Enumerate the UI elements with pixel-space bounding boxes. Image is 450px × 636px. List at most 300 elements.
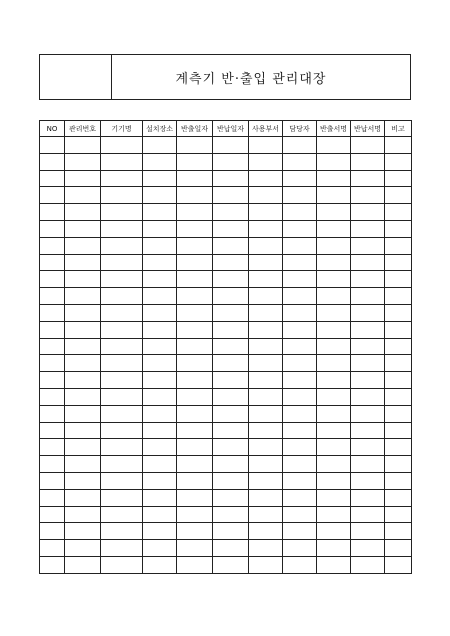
table-cell[interactable] [177, 506, 213, 523]
table-cell[interactable] [351, 439, 385, 456]
table-cell[interactable] [385, 170, 412, 187]
table-cell[interactable] [101, 523, 143, 540]
table-cell[interactable] [177, 304, 213, 321]
table-cell[interactable] [351, 456, 385, 473]
table-cell[interactable] [143, 170, 177, 187]
table-cell[interactable] [317, 187, 351, 204]
table-cell[interactable] [283, 204, 317, 221]
table-cell[interactable] [40, 204, 65, 221]
table-cell[interactable] [213, 220, 249, 237]
table-cell[interactable] [385, 137, 412, 154]
table-cell[interactable] [40, 556, 65, 573]
table-cell[interactable] [40, 137, 65, 154]
table-cell[interactable] [385, 489, 412, 506]
table-cell[interactable] [351, 304, 385, 321]
table-cell[interactable] [317, 456, 351, 473]
table-cell[interactable] [249, 254, 283, 271]
table-cell[interactable] [101, 489, 143, 506]
table-cell[interactable] [351, 220, 385, 237]
table-cell[interactable] [317, 153, 351, 170]
table-cell[interactable] [317, 237, 351, 254]
table-cell[interactable] [351, 372, 385, 389]
table-cell[interactable] [385, 237, 412, 254]
table-cell[interactable] [351, 523, 385, 540]
table-cell[interactable] [283, 523, 317, 540]
table-cell[interactable] [143, 153, 177, 170]
table-cell[interactable] [283, 338, 317, 355]
table-cell[interactable] [143, 405, 177, 422]
table-cell[interactable] [385, 506, 412, 523]
table-cell[interactable] [317, 204, 351, 221]
table-cell[interactable] [351, 187, 385, 204]
table-row [40, 254, 412, 271]
table-cell[interactable] [65, 355, 101, 372]
table-cell[interactable] [249, 489, 283, 506]
table-cell[interactable] [40, 372, 65, 389]
table-cell[interactable] [177, 170, 213, 187]
table-cell[interactable] [283, 540, 317, 557]
table-cell[interactable] [317, 271, 351, 288]
table-cell[interactable] [317, 422, 351, 439]
col-header-no: NO [40, 121, 65, 137]
table-cell[interactable] [177, 405, 213, 422]
table-cell[interactable] [65, 304, 101, 321]
table-cell[interactable] [101, 372, 143, 389]
table-cell[interactable] [351, 338, 385, 355]
table-cell[interactable] [65, 388, 101, 405]
table-cell[interactable] [177, 338, 213, 355]
table-cell[interactable] [249, 506, 283, 523]
table-cell[interactable] [177, 137, 213, 154]
table-cell[interactable] [385, 372, 412, 389]
table-cell[interactable] [283, 489, 317, 506]
table-cell[interactable] [351, 355, 385, 372]
table-cell[interactable] [351, 422, 385, 439]
table-cell[interactable] [213, 506, 249, 523]
table-row [40, 271, 412, 288]
table-cell[interactable] [143, 204, 177, 221]
table-cell[interactable] [65, 137, 101, 154]
table-cell[interactable] [317, 321, 351, 338]
table-cell[interactable] [213, 523, 249, 540]
table-cell[interactable] [213, 355, 249, 372]
table-cell[interactable] [249, 556, 283, 573]
table-cell[interactable] [177, 204, 213, 221]
table-cell[interactable] [40, 288, 65, 305]
table-cell[interactable] [40, 338, 65, 355]
table-cell[interactable] [65, 254, 101, 271]
col-header-management-number: 관리번호 [65, 121, 101, 137]
table-cell[interactable] [177, 540, 213, 557]
table-cell[interactable] [177, 237, 213, 254]
table-cell[interactable] [283, 137, 317, 154]
table-cell[interactable] [101, 472, 143, 489]
table-cell[interactable] [351, 506, 385, 523]
table-cell[interactable] [283, 506, 317, 523]
table-cell[interactable] [65, 506, 101, 523]
table-cell[interactable] [317, 388, 351, 405]
table-cell[interactable] [213, 271, 249, 288]
table-cell[interactable] [40, 489, 65, 506]
table-cell[interactable] [101, 355, 143, 372]
table-cell[interactable] [283, 153, 317, 170]
table-cell[interactable] [213, 472, 249, 489]
table-cell[interactable] [65, 372, 101, 389]
table-cell[interactable] [213, 456, 249, 473]
table-cell[interactable] [351, 137, 385, 154]
table-cell[interactable] [65, 489, 101, 506]
table-cell[interactable] [351, 388, 385, 405]
table-cell[interactable] [101, 237, 143, 254]
table-cell[interactable] [213, 204, 249, 221]
table-cell[interactable] [385, 254, 412, 271]
table-cell[interactable] [143, 237, 177, 254]
table-cell[interactable] [40, 170, 65, 187]
table-cell[interactable] [177, 472, 213, 489]
table-cell[interactable] [213, 170, 249, 187]
table-cell[interactable] [65, 472, 101, 489]
table-cell[interactable] [65, 288, 101, 305]
table-cell[interactable] [177, 355, 213, 372]
table-cell[interactable] [101, 338, 143, 355]
table-cell[interactable] [351, 472, 385, 489]
table-cell[interactable] [177, 388, 213, 405]
table-cell[interactable] [283, 456, 317, 473]
table-cell[interactable] [283, 388, 317, 405]
table-cell[interactable] [385, 304, 412, 321]
table-cell[interactable] [249, 321, 283, 338]
table-cell[interactable] [65, 271, 101, 288]
table-cell[interactable] [283, 321, 317, 338]
table-cell[interactable] [143, 556, 177, 573]
table-cell[interactable] [40, 153, 65, 170]
table-cell[interactable] [385, 388, 412, 405]
table-cell[interactable] [40, 439, 65, 456]
table-cell[interactable] [177, 288, 213, 305]
table-cell[interactable] [213, 321, 249, 338]
table-cell[interactable] [65, 237, 101, 254]
table-cell[interactable] [283, 372, 317, 389]
table-cell[interactable] [143, 523, 177, 540]
table-cell[interactable] [143, 338, 177, 355]
table-cell[interactable] [283, 271, 317, 288]
table-cell[interactable] [385, 472, 412, 489]
table-cell[interactable] [385, 405, 412, 422]
table-cell[interactable] [249, 288, 283, 305]
table-cell[interactable] [351, 170, 385, 187]
table-cell[interactable] [317, 304, 351, 321]
table-cell[interactable] [65, 153, 101, 170]
table-cell[interactable] [65, 405, 101, 422]
table-cell[interactable] [283, 288, 317, 305]
table-cell[interactable] [177, 254, 213, 271]
table-cell[interactable] [249, 237, 283, 254]
table-row [40, 405, 412, 422]
table-cell[interactable] [65, 321, 101, 338]
table-cell[interactable] [249, 204, 283, 221]
table-cell[interactable] [65, 456, 101, 473]
table-cell[interactable] [101, 170, 143, 187]
table-cell[interactable] [213, 439, 249, 456]
table-cell[interactable] [143, 472, 177, 489]
table-cell[interactable] [40, 472, 65, 489]
table-cell[interactable] [40, 422, 65, 439]
table-cell[interactable] [385, 355, 412, 372]
col-header-return-date: 반납일자 [213, 121, 249, 137]
table-cell[interactable] [283, 237, 317, 254]
table-cell[interactable] [143, 372, 177, 389]
table-cell[interactable] [101, 288, 143, 305]
table-cell[interactable] [317, 506, 351, 523]
table-cell[interactable] [143, 187, 177, 204]
table-cell[interactable] [283, 187, 317, 204]
table-cell[interactable] [249, 422, 283, 439]
table-cell[interactable] [101, 556, 143, 573]
table-cell[interactable] [351, 153, 385, 170]
table-cell[interactable] [65, 540, 101, 557]
table-cell[interactable] [317, 220, 351, 237]
table-cell[interactable] [177, 153, 213, 170]
table-cell[interactable] [40, 355, 65, 372]
table-cell[interactable] [249, 472, 283, 489]
table-cell[interactable] [351, 405, 385, 422]
table-cell[interactable] [249, 338, 283, 355]
table-cell[interactable] [143, 439, 177, 456]
table-cell[interactable] [385, 523, 412, 540]
table-cell[interactable] [101, 271, 143, 288]
table-cell[interactable] [40, 321, 65, 338]
table-cell[interactable] [177, 439, 213, 456]
table-cell[interactable] [249, 388, 283, 405]
table-cell[interactable] [65, 187, 101, 204]
table-cell[interactable] [385, 288, 412, 305]
table-cell[interactable] [213, 489, 249, 506]
table-cell[interactable] [40, 388, 65, 405]
table-cell[interactable] [317, 170, 351, 187]
table-cell[interactable] [317, 254, 351, 271]
table-cell[interactable] [143, 388, 177, 405]
table-cell[interactable] [351, 237, 385, 254]
table-cell[interactable] [283, 254, 317, 271]
table-cell[interactable] [40, 405, 65, 422]
table-cell[interactable] [177, 456, 213, 473]
table-cell[interactable] [213, 388, 249, 405]
table-cell[interactable] [249, 153, 283, 170]
table-cell[interactable] [283, 304, 317, 321]
table-cell[interactable] [40, 220, 65, 237]
table-cell[interactable] [283, 422, 317, 439]
table-cell[interactable] [40, 254, 65, 271]
table-cell[interactable] [177, 271, 213, 288]
table-cell[interactable] [213, 372, 249, 389]
table-cell[interactable] [40, 506, 65, 523]
table-cell[interactable] [65, 523, 101, 540]
table-cell[interactable] [143, 271, 177, 288]
table-cell[interactable] [385, 187, 412, 204]
table-cell[interactable] [385, 556, 412, 573]
table-cell[interactable] [143, 355, 177, 372]
table-cell[interactable] [213, 304, 249, 321]
table-cell[interactable] [351, 321, 385, 338]
table-cell[interactable] [101, 254, 143, 271]
table-cell[interactable] [213, 237, 249, 254]
table-cell[interactable] [65, 439, 101, 456]
table-cell[interactable] [249, 137, 283, 154]
table-cell[interactable] [317, 489, 351, 506]
table-cell[interactable] [249, 304, 283, 321]
table-cell[interactable] [213, 254, 249, 271]
table-cell[interactable] [143, 304, 177, 321]
table-cell[interactable] [249, 439, 283, 456]
table-cell[interactable] [317, 439, 351, 456]
table-cell[interactable] [249, 170, 283, 187]
table-cell[interactable] [65, 204, 101, 221]
table-cell[interactable] [143, 137, 177, 154]
table-cell[interactable] [385, 220, 412, 237]
table-cell[interactable] [101, 304, 143, 321]
table-cell[interactable] [213, 556, 249, 573]
table-cell[interactable] [101, 388, 143, 405]
table-cell[interactable] [143, 456, 177, 473]
table-cell[interactable] [101, 220, 143, 237]
table-cell[interactable] [249, 372, 283, 389]
table-cell[interactable] [249, 271, 283, 288]
table-cell[interactable] [249, 456, 283, 473]
table-cell[interactable] [143, 540, 177, 557]
table-cell[interactable] [101, 137, 143, 154]
table-cell[interactable] [385, 271, 412, 288]
table-row [40, 388, 412, 405]
table-cell[interactable] [213, 540, 249, 557]
table-cell[interactable] [101, 422, 143, 439]
table-cell[interactable] [213, 288, 249, 305]
table-cell[interactable] [101, 153, 143, 170]
table-cell[interactable] [177, 523, 213, 540]
table-cell[interactable] [40, 271, 65, 288]
table-cell[interactable] [351, 556, 385, 573]
table-cell[interactable] [177, 187, 213, 204]
table-cell[interactable] [40, 237, 65, 254]
table-cell[interactable] [249, 355, 283, 372]
table-cell[interactable] [351, 204, 385, 221]
table-cell[interactable] [213, 422, 249, 439]
table-cell[interactable] [101, 405, 143, 422]
table-cell[interactable] [385, 153, 412, 170]
table-cell[interactable] [317, 540, 351, 557]
table-cell[interactable] [143, 254, 177, 271]
col-header-checkout-date: 반출일자 [177, 121, 213, 137]
table-cell[interactable] [249, 540, 283, 557]
table-cell[interactable] [317, 405, 351, 422]
table-cell[interactable] [283, 472, 317, 489]
table-cell[interactable] [249, 523, 283, 540]
table-cell[interactable] [351, 271, 385, 288]
table-cell[interactable] [249, 187, 283, 204]
table-cell[interactable] [65, 556, 101, 573]
table-cell[interactable] [101, 540, 143, 557]
table-cell[interactable] [317, 523, 351, 540]
table-cell[interactable] [40, 304, 65, 321]
table-cell[interactable] [351, 254, 385, 271]
table-cell[interactable] [249, 405, 283, 422]
table-cell[interactable] [65, 422, 101, 439]
table-cell[interactable] [40, 540, 65, 557]
table-cell[interactable] [385, 204, 412, 221]
table-cell[interactable] [101, 321, 143, 338]
table-cell[interactable] [65, 220, 101, 237]
table-cell[interactable] [317, 355, 351, 372]
table-cell[interactable] [351, 288, 385, 305]
table-cell[interactable] [177, 220, 213, 237]
table-cell[interactable] [385, 540, 412, 557]
table-cell[interactable] [317, 472, 351, 489]
table-cell[interactable] [317, 288, 351, 305]
table-cell[interactable] [40, 523, 65, 540]
col-header-person-in-charge: 담당자 [283, 121, 317, 137]
table-cell[interactable] [177, 556, 213, 573]
table-cell[interactable] [177, 321, 213, 338]
table-cell[interactable] [143, 288, 177, 305]
table-cell[interactable] [65, 338, 101, 355]
table-cell[interactable] [65, 170, 101, 187]
table-cell[interactable] [351, 540, 385, 557]
table-cell[interactable] [385, 338, 412, 355]
table-cell[interactable] [101, 439, 143, 456]
table-cell[interactable] [385, 422, 412, 439]
table-cell[interactable] [143, 489, 177, 506]
table-row [40, 472, 412, 489]
table-cell[interactable] [213, 405, 249, 422]
table-cell[interactable] [317, 338, 351, 355]
table-cell[interactable] [213, 153, 249, 170]
table-row [40, 321, 412, 338]
table-cell[interactable] [101, 187, 143, 204]
table-cell[interactable] [143, 220, 177, 237]
title-box [39, 54, 411, 100]
table-row [40, 523, 412, 540]
table-cell[interactable] [143, 321, 177, 338]
table-cell[interactable] [177, 422, 213, 439]
table-row [40, 422, 412, 439]
table-cell[interactable] [40, 456, 65, 473]
table-cell[interactable] [351, 489, 385, 506]
table-cell[interactable] [283, 170, 317, 187]
table-cell[interactable] [317, 372, 351, 389]
table-cell[interactable] [143, 506, 177, 523]
table-cell[interactable] [177, 372, 213, 389]
table-cell[interactable] [101, 456, 143, 473]
table-cell[interactable] [40, 187, 65, 204]
table-cell[interactable] [283, 405, 317, 422]
table-cell[interactable] [283, 355, 317, 372]
table-cell[interactable] [143, 422, 177, 439]
table-cell[interactable] [283, 556, 317, 573]
table-cell[interactable] [283, 439, 317, 456]
table-cell[interactable] [177, 489, 213, 506]
table-cell[interactable] [213, 187, 249, 204]
table-cell[interactable] [385, 439, 412, 456]
table-cell[interactable] [101, 506, 143, 523]
table-cell[interactable] [101, 204, 143, 221]
table-cell[interactable] [283, 220, 317, 237]
table-cell[interactable] [385, 321, 412, 338]
table-cell[interactable] [213, 137, 249, 154]
table-cell[interactable] [213, 338, 249, 355]
table-cell[interactable] [317, 137, 351, 154]
table-cell[interactable] [249, 220, 283, 237]
table-cell[interactable] [317, 556, 351, 573]
table-cell[interactable] [385, 456, 412, 473]
